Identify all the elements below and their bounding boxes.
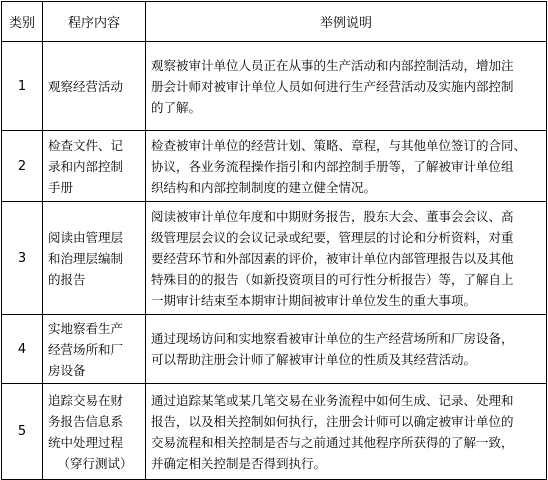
procedure-line: 的报告 — [48, 271, 86, 287]
table-row — [2, 384, 547, 480]
header-category: 类别 — [2, 2, 43, 42]
table-row — [2, 42, 547, 131]
example-line: 特殊目的的报告（如新投资项目的可行性分析报告）等，了解自上 — [151, 271, 514, 287]
example-line: 协议，各业务流程操作指引和内部控制手册等，了解被审计单位组 — [151, 158, 514, 174]
procedure-line: 阅读由管理层 — [48, 229, 124, 245]
procedure-line: 和治理层编制 — [48, 250, 124, 266]
example-line: 检查被审计单位的经营计划、策略、章程，与其他单位签订的合同、 — [151, 137, 527, 153]
table-row — [2, 202, 547, 315]
procedure-line: 房设备 — [48, 362, 86, 378]
example-line: 通过现场访问和实地察看被审计单位的生产经营场所和厂房设备， — [151, 331, 514, 346]
procedure-line: 观察经营活动 — [48, 78, 124, 94]
example-line: 观察被审计单位人员正在从事的生产活动和内部控制活动，增加注 — [151, 57, 514, 73]
procedure-line: 追踪交易在财 — [48, 392, 124, 408]
table-row — [2, 131, 547, 202]
procedure-line: 检查文件、记 — [48, 137, 124, 153]
procedure-table — [1, 1, 547, 480]
example-cell — [146, 315, 547, 384]
example-cell — [146, 202, 547, 315]
example-line: 的了解。 — [151, 99, 202, 115]
example-line: 册会计师对被审计单位人员如何进行生产经营活动及实施内部控制 — [151, 78, 514, 94]
example-cell — [146, 131, 547, 202]
example-line: 并确定相关控制是否得到执行。 — [151, 455, 327, 471]
procedure-cell — [43, 315, 146, 384]
example-line: 阅读被审计单位年度和中期财务报告，股东大会、董事会会议、高 — [151, 208, 514, 224]
procedure-cell — [43, 42, 146, 131]
procedure-line: 经营场所和厂 — [48, 341, 124, 357]
example-line: 可以帮助注册会计师了解被审计单位的性质及其经营活动。 — [151, 352, 477, 367]
header-row — [2, 2, 547, 42]
procedure-cell — [43, 131, 146, 202]
example-line: 织结构和内部控制制度的建立健全情况。 — [151, 179, 377, 195]
category-cell: 5 — [2, 384, 43, 480]
category-cell: 4 — [2, 315, 43, 384]
example-line: 要经营环节和外部因素的评价，被审计单位内部管理报告以及其他 — [151, 250, 514, 266]
procedure-line: 录和内部控制 — [48, 158, 124, 174]
category-cell: 2 — [2, 131, 43, 202]
procedure-line: 手册 — [48, 179, 74, 195]
procedure-line: （穿行测试） — [57, 455, 133, 471]
example-cell — [146, 384, 547, 480]
procedure-cell — [43, 384, 146, 480]
category-cell: 1 — [2, 42, 43, 131]
procedure-line: 统中处理过程 — [48, 434, 124, 450]
procedure-line: 务报告信息系 — [48, 413, 124, 429]
example-line: 级管理层会议的会议记录或纪要，管理层的讨论和分析资料，对重 — [151, 229, 514, 245]
procedure-cell — [43, 202, 146, 315]
category-cell: 3 — [2, 202, 43, 315]
example-line: 通过追踪某笔或某几笔交易在业务流程中如何生成、记录、处理和 — [151, 392, 514, 408]
procedure-line: 实地察看生产 — [48, 320, 124, 336]
example-line: 报告，以及相关控制如何执行，注册会计师可以确定被审计单位的 — [151, 413, 514, 429]
example-cell — [146, 42, 547, 131]
table-row — [2, 315, 547, 384]
header-procedure: 程序内容 — [43, 2, 146, 42]
example-line: 交易流程和相关控制是否与之前通过其他程序所获得的了解一致， — [151, 434, 514, 450]
header-example: 举例说明 — [146, 2, 547, 42]
example-line: 一期审计结束至本期审计期间被审计单位发生的重大事项。 — [151, 292, 477, 308]
